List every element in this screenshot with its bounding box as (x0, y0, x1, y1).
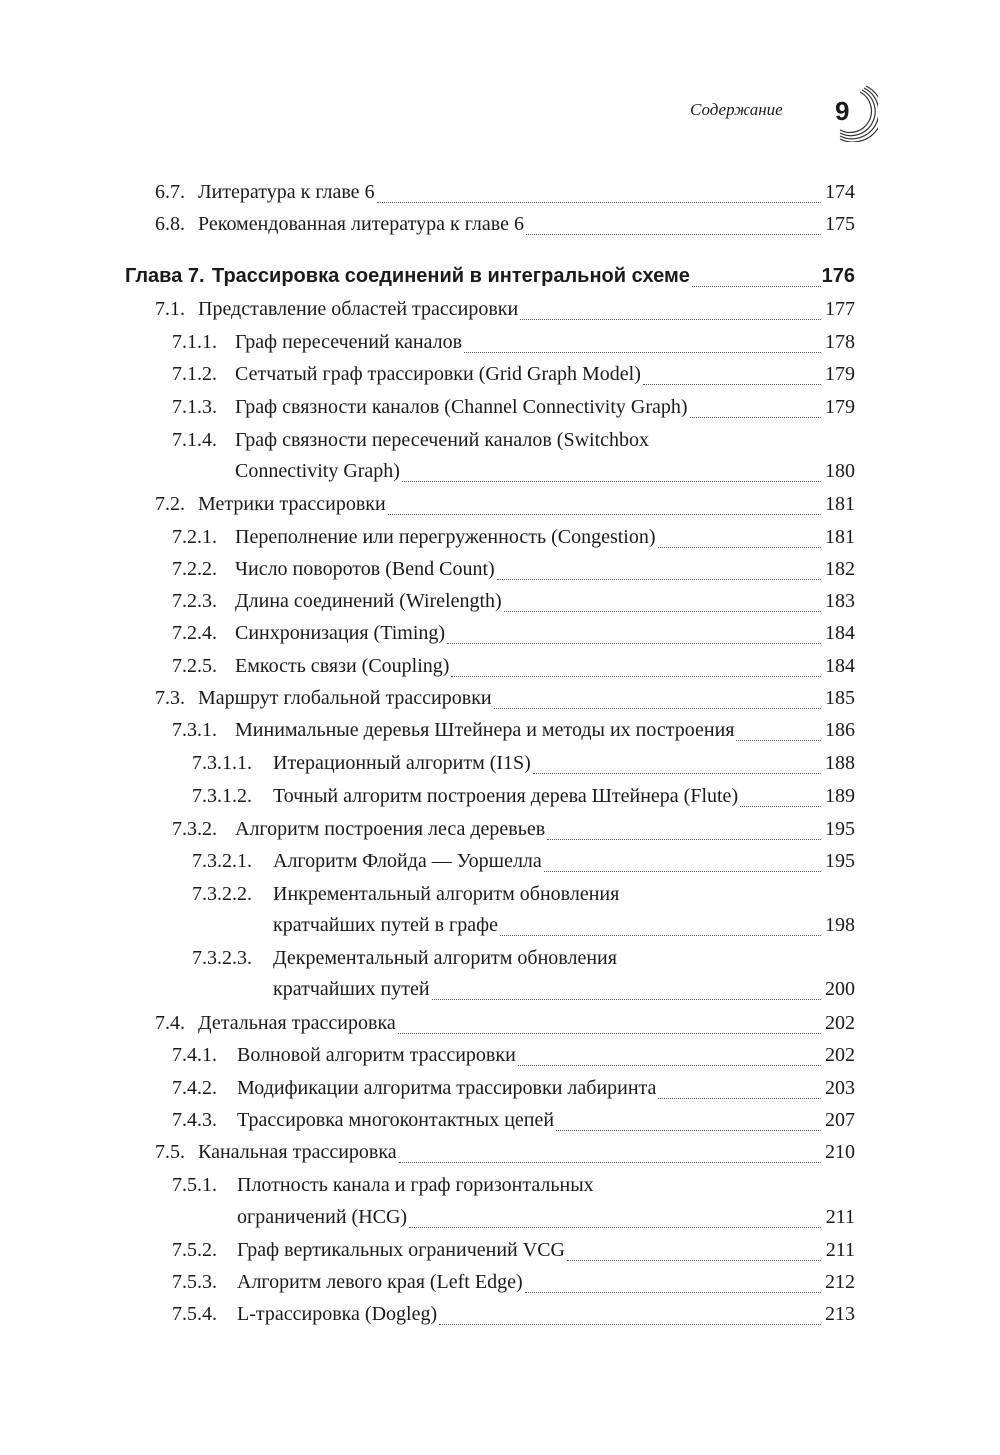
toc-leader-dots (740, 784, 821, 807)
toc-entry-number: 7.4.3. (172, 1109, 217, 1131)
toc-leader-dots (736, 718, 821, 741)
toc-leader-dots (544, 849, 821, 872)
toc-entry-number: 7.1.2. (172, 363, 217, 385)
toc-leader-dots (451, 654, 821, 677)
header-section-title: Содержание (690, 100, 783, 119)
toc-entry-title: Рекомендованная литература к главе 6 (198, 213, 524, 235)
toc-entry-title-continuation: кратчайших путей (273, 978, 430, 1000)
toc-entry-title: Модификации алгоритма трассировки лабиринта (237, 1077, 657, 1099)
toc-entry (0, 362, 1000, 394)
toc-entry-page: 202 (825, 1012, 855, 1034)
toc-entry-title: Инкрементальный алгоритм обновления (273, 883, 620, 905)
toc-entry (0, 718, 1000, 750)
toc-entry-number: 7.4.1. (172, 1044, 217, 1066)
toc-entry-number: 7.2.3. (172, 590, 217, 612)
toc-entry-title: Длина соединений (Wirelength) (235, 590, 502, 612)
toc-entry (0, 882, 1000, 914)
toc-entry-title-continuation: Connectivity Graph) (235, 460, 400, 482)
toc-entry (0, 1173, 1000, 1205)
toc-entry (0, 297, 1000, 329)
toc-entry-page: 180 (825, 460, 855, 482)
toc-leader-dots (399, 1140, 821, 1163)
toc-chapter-heading (0, 264, 1000, 296)
toc-entry (0, 1011, 1000, 1043)
toc-entry-title: Граф связности пересечений каналов (Switchbox (235, 429, 650, 451)
toc-entry-number: 7.2.2. (172, 558, 217, 580)
toc-entry-page: 195 (825, 818, 855, 840)
toc-entry-number: 7.3.2.3. (192, 947, 252, 969)
toc-entry-page: 195 (825, 850, 855, 872)
toc-leader-dots (398, 1011, 821, 1034)
page-number: 9 (835, 96, 850, 126)
toc-entry-title: Переполнение или перегруженность (Congestion) (235, 526, 656, 548)
toc-leader-dots (690, 395, 821, 418)
toc-entry-title: Число поворотов (Bend Count) (235, 558, 495, 580)
toc-entry-title: Трассировка соединений в интегральной схеме (212, 265, 690, 287)
toc-entry-continuation (0, 977, 1000, 1009)
toc-entry (0, 1238, 1000, 1270)
toc-entry (0, 1076, 1000, 1108)
toc-leader-dots (520, 297, 821, 320)
toc-leader-dots (497, 557, 821, 580)
toc-entry (0, 784, 1000, 816)
toc-entry (0, 751, 1000, 783)
toc-entry-title: Трассировка многоконтактных цепей (237, 1109, 555, 1131)
toc-entry (0, 428, 1000, 460)
toc-leader-dots (402, 459, 821, 482)
toc-entry-title: Точный алгоритм построения дерева Штейнера (Flute) (273, 785, 739, 807)
toc-entry-page: 184 (825, 655, 855, 677)
toc-leader-dots (409, 1205, 821, 1228)
toc-entry-page: 182 (825, 558, 855, 580)
toc-entry (0, 212, 1000, 244)
toc-entry-title: Алгоритм левого края (Left Edge) (237, 1271, 523, 1293)
toc-entry-number: 7.4.2. (172, 1077, 217, 1099)
toc-entry-number: 7.2. (155, 493, 185, 515)
toc-entry-page: 185 (825, 687, 855, 709)
toc-entry (0, 1302, 1000, 1334)
toc-leader-dots (643, 362, 821, 385)
toc-entry-page: 184 (825, 622, 855, 644)
toc-entry (0, 330, 1000, 362)
toc-leader-dots (556, 1108, 821, 1131)
toc-entry (0, 1270, 1000, 1302)
toc-entry-page: 212 (825, 1271, 855, 1293)
toc-entry-title: Емкость связи (Coupling) (235, 655, 450, 677)
toc-entry (0, 557, 1000, 589)
toc-entry-page: 189 (825, 785, 855, 807)
toc-leader-dots (439, 1302, 821, 1325)
toc-leader-dots (447, 621, 821, 644)
toc-entry-continuation (0, 459, 1000, 491)
toc-entry-title: Алгоритм Флойда — Уоршелла (273, 850, 542, 872)
toc-entry-number: 7.3.1. (172, 719, 217, 741)
toc-entry-number: 7.1. (155, 298, 185, 320)
toc-entry-number: 7.3.1.1. (192, 752, 252, 774)
toc-entry-page: 179 (825, 396, 855, 418)
toc-leader-dots (500, 913, 821, 936)
toc-entry (0, 180, 1000, 212)
toc-entry-number: 7.5.3. (172, 1271, 217, 1293)
toc-entry-title: Граф пересечений каналов (235, 331, 463, 353)
toc-entry-page: 211 (825, 1239, 855, 1261)
toc-entry-title: Волновой алгоритм трассировки (237, 1044, 516, 1066)
toc-leader-dots (432, 977, 821, 1000)
toc-entry-number: 7.5.2. (172, 1239, 217, 1261)
toc-entry (0, 589, 1000, 621)
toc-entry-page: 175 (825, 213, 855, 235)
toc-entry-page: 207 (825, 1109, 855, 1131)
toc-entry-number: 7.3.2. (172, 818, 217, 840)
toc-entry-title: Сетчатый граф трассировки (Grid Graph Model) (235, 363, 641, 385)
toc-entry (0, 654, 1000, 686)
toc-entry-page: 183 (825, 590, 855, 612)
toc-entry-continuation (0, 1205, 1000, 1237)
toc-entry (0, 621, 1000, 653)
toc-entry-continuation (0, 913, 1000, 945)
toc-entry-number: Глава 7. (125, 265, 205, 287)
toc-leader-dots (504, 589, 821, 612)
toc-leader-dots (525, 1270, 821, 1293)
toc-leader-dots (494, 686, 821, 709)
toc-entry-title: Граф вертикальных ограничений VCG (237, 1239, 565, 1261)
toc-entry-number: 7.3.2.1. (192, 850, 252, 872)
toc-leader-dots (658, 525, 821, 548)
toc-entry-title: Маршрут глобальной трассировки (198, 687, 492, 709)
toc-entry-page: 177 (825, 298, 855, 320)
toc-entry-page: 174 (825, 181, 855, 203)
toc-entry (0, 686, 1000, 718)
toc-entry-number: 7.3.2.2. (192, 883, 252, 905)
toc-entry-title: Алгоритм построения леса деревьев (235, 818, 546, 840)
toc-entry (0, 849, 1000, 881)
toc-entry-page: 200 (825, 978, 855, 1000)
toc-leader-dots (692, 264, 821, 287)
toc-entry (0, 1108, 1000, 1140)
toc-entry-number: 7.1.4. (172, 429, 217, 451)
toc-entry-page: 202 (825, 1044, 855, 1066)
toc-entry-page: 181 (825, 526, 855, 548)
toc-entry-number: 7.2.4. (172, 622, 217, 644)
toc-entry-page: 198 (825, 914, 855, 936)
toc-entry-title-continuation: ограничений (HCG) (237, 1206, 408, 1228)
toc-entry-number: 7.5.1. (172, 1174, 217, 1196)
toc-entry-number: 7.4. (155, 1012, 185, 1034)
toc-entry-title: Канальная трассировка (198, 1141, 397, 1163)
toc-entry-title: Минимальные деревья Штейнера и методы их построения (235, 719, 735, 741)
toc-entry (0, 817, 1000, 849)
toc-entry-page: 176 (821, 265, 855, 287)
toc-leader-dots (518, 1043, 821, 1066)
toc-entry-title: Декрементальный алгоритм обновления (273, 947, 617, 969)
toc-leader-dots (533, 751, 821, 774)
toc-leader-dots (567, 1238, 821, 1261)
toc-entry-number: 7.2.1. (172, 526, 217, 548)
toc-entry-page: 210 (825, 1141, 855, 1163)
toc-leader-dots (464, 330, 821, 353)
toc-entry-number: 7.2.5. (172, 655, 217, 677)
toc-leader-dots (377, 180, 821, 203)
toc-entry-page: 178 (825, 331, 855, 353)
toc-entry-number: 7.5.4. (172, 1303, 217, 1325)
toc-entry-page: 213 (825, 1303, 855, 1325)
toc-entry-title: L-трассировка (Dogleg) (237, 1303, 438, 1325)
toc-entry-title: Синхронизация (Timing) (235, 622, 446, 644)
toc-entry-number: 7.3.1.2. (192, 785, 252, 807)
toc-leader-dots (658, 1076, 821, 1099)
toc-leader-dots (547, 817, 821, 840)
toc-entry-page: 181 (825, 493, 855, 515)
toc-entry-page: 203 (825, 1077, 855, 1099)
toc-entry-title: Представление областей трассировки (198, 298, 519, 320)
toc-entry-title-continuation: кратчайших путей в графе (273, 914, 498, 936)
toc-entry (0, 525, 1000, 557)
toc-entry-number: 7.5. (155, 1141, 185, 1163)
toc-entry (0, 1043, 1000, 1075)
toc-entry-page: 188 (825, 752, 855, 774)
toc-entry-page: 179 (825, 363, 855, 385)
toc-entry-number: 7.1.3. (172, 396, 217, 418)
toc-entry-page: 211 (825, 1206, 855, 1228)
toc-entry-page: 186 (825, 719, 855, 741)
toc-entry-number: 7.3. (155, 687, 185, 709)
toc-leader-dots (526, 212, 821, 235)
toc-entry (0, 1140, 1000, 1172)
toc-entry-title: Детальная трассировка (198, 1012, 396, 1034)
toc-entry-title: Литература к главе 6 (198, 181, 375, 203)
toc-entry (0, 492, 1000, 524)
toc-entry-title: Граф связности каналов (Channel Connectivity Graph) (235, 396, 688, 418)
toc-entry-number: 6.8. (155, 213, 185, 235)
toc-entry-title: Итерационный алгоритм (I1S) (273, 752, 531, 774)
toc-entry (0, 946, 1000, 978)
toc-entry-title: Метрики трассировки (198, 493, 386, 515)
toc-entry-number: 7.1.1. (172, 331, 217, 353)
toc-entry-number: 6.7. (155, 181, 185, 203)
toc-entry-title: Плотность канала и граф горизонтальных (237, 1174, 594, 1196)
toc-leader-dots (388, 492, 821, 515)
toc-entry (0, 395, 1000, 427)
